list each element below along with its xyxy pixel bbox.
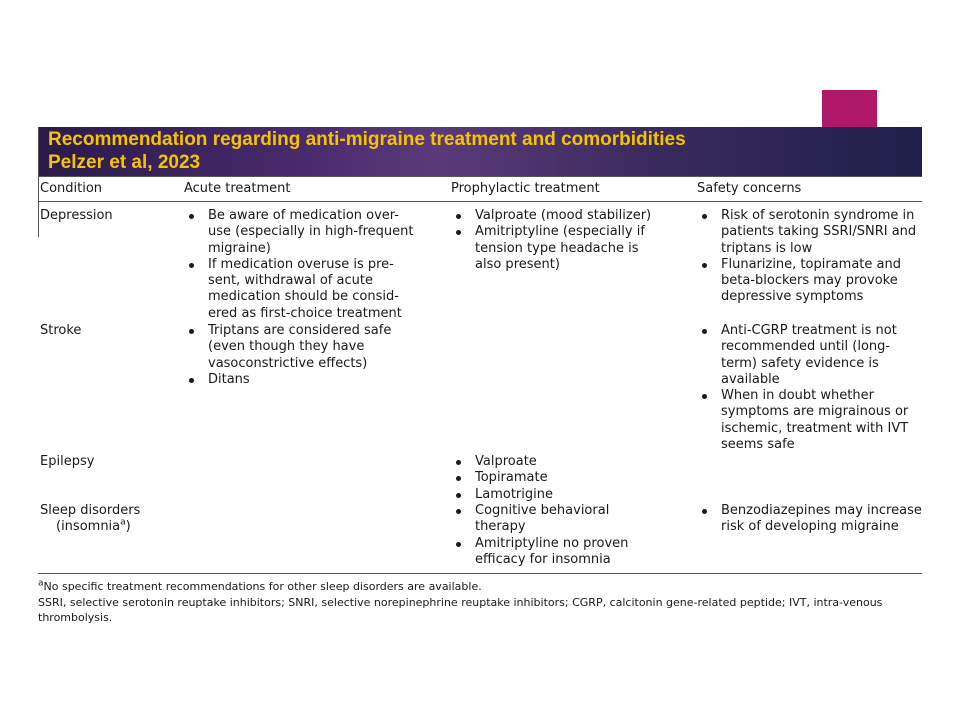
condition-sleep-line1: Sleep disorders [40, 503, 141, 518]
footnote-marker: a [120, 517, 126, 528]
list-item: Flunarizine, topiramate and beta-blockers may provoke depressive symptoms [697, 257, 925, 306]
condition-stroke: Stroke [40, 323, 82, 338]
condition-depression: Depression [40, 208, 113, 223]
table-bottom-rule [38, 573, 922, 574]
list-item: Be aware of medication over-use (especially in high-frequent migraine) [184, 208, 420, 257]
safety-depression [697, 208, 925, 306]
list-item: Anti-CGRP treatment is not recommended until (long-term) safety evidence is available [697, 323, 925, 388]
list-item: Amitriptyline (especially if tension type headache is also present) [451, 224, 661, 273]
list-item: Valproate (mood stabilizer) [451, 208, 661, 224]
safety-stroke [697, 323, 925, 453]
left-border [38, 127, 39, 237]
footnote-a-text: No specific treatment recommendations for other sleep disorders are available. [43, 580, 482, 593]
footnote-a [38, 579, 918, 594]
footnote-a-marker: a [38, 578, 44, 589]
prophylactic-epilepsy [451, 454, 661, 503]
list-item: Benzodiazepines may increase risk of developing migraine [697, 503, 925, 536]
list-item: Ditans [184, 372, 420, 388]
condition-sleep-disorders [40, 503, 140, 536]
list-item: When in doubt whether symptoms are migrainous or ischemic, treatment with IVT seems safe [697, 388, 925, 453]
list-item: Risk of serotonin syndrome in patients taking SSRI/SNRI and triptans is low [697, 208, 925, 257]
footnote-abbreviations: SSRI, selective serotonin reuptake inhibitors; SNRI, selective norepinephrine reuptake inhibitors; CGRP, calcitonin gene-related peptide; IVT, intra-venous thrombolysis. [38, 596, 883, 624]
header-prophylactic: Prophylactic treatment [451, 181, 600, 196]
condition-epilepsy: Epilepsy [40, 454, 95, 469]
list-item: If medication overuse is pre-sent, withdrawal of acute medication should be consid-ered as first-choice treatment [184, 257, 420, 322]
acute-stroke [184, 323, 420, 388]
table-top-rule [38, 176, 922, 177]
header-condition: Condition [40, 181, 103, 196]
header-acute: Acute treatment [184, 181, 291, 196]
list-item: Amitriptyline no proven efficacy for insomnia [451, 536, 661, 569]
condition-sleep-close: ) [125, 519, 131, 535]
condition-sleep-line2 [40, 519, 140, 535]
list-item: Valproate [451, 454, 661, 470]
slide-subtitle: Pelzer et al, 2023 [48, 152, 201, 173]
list-item: Triptans are considered safe (even though they have vasoconstrictive effects) [184, 323, 420, 372]
table-header-rule [38, 201, 922, 202]
prophylactic-sleep [451, 503, 661, 568]
condition-sleep-insomnia: (insomnia [56, 519, 121, 535]
safety-sleep [697, 503, 925, 536]
slide-title: Recommendation regarding anti-migraine treatment and comorbidities [48, 129, 686, 150]
prophylactic-depression [451, 208, 661, 273]
acute-depression [184, 208, 420, 322]
list-item: Cognitive behavioral therapy [451, 503, 661, 536]
list-item: Topiramate [451, 470, 661, 486]
list-item: Lamotrigine [451, 487, 661, 503]
header-safety: Safety concerns [697, 181, 802, 196]
